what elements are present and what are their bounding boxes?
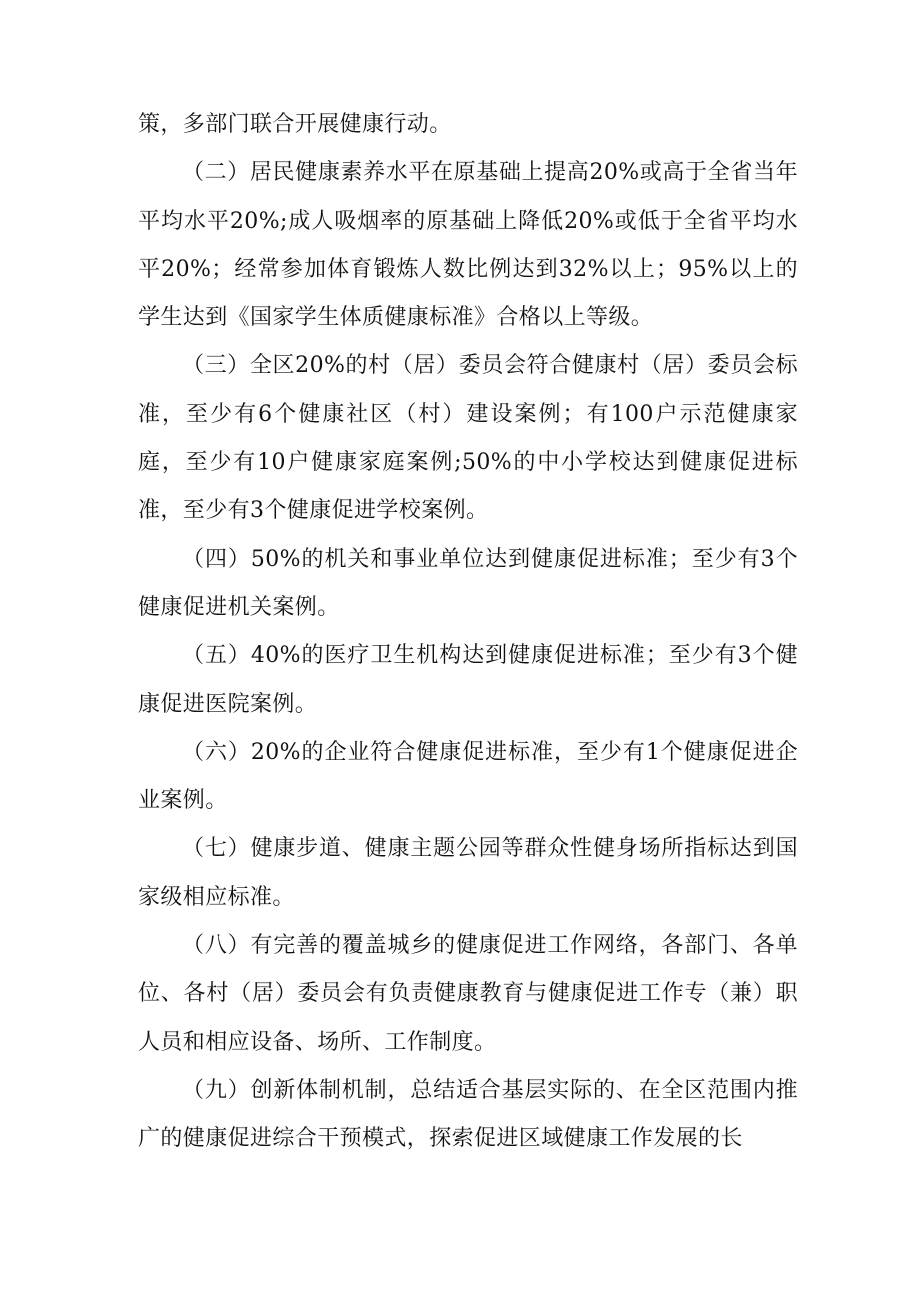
paragraph-item-8: （八）有完善的覆盖城乡的健康促进工作网络，各部门、各单位、各村（居）委员会有负责健康教育与健康促进工作专（兼）职人员和相应设备、场所、工作制度。 (138, 933, 798, 1055)
paragraph-item-4: （四）50%的机关和事业单位达到健康促进标准；至少有3个健康促进机关案例。 (138, 546, 798, 620)
paragraph-continuation: 策，多部门联合开展健康行动。 (138, 112, 452, 137)
paragraph-item-7: （七）健康步道、健康主题公园等群众性健身场所指标达到国家级相应标准。 (138, 836, 798, 910)
paragraph-item-3: （三）全区20%的村（居）委员会符合健康村（居）委员会标准，至少有6个健康社区（村）建设案例；有100户示范健康家庭，至少有10户健康家庭案例;50%的中小学校达到健康促进标准，至少有3个健康促进学校案例。 (138, 353, 798, 524)
paragraph-item-5: （五）40%的医疗卫生机构达到健康促进标准；至少有3个健康促进医院案例。 (138, 643, 798, 717)
paragraph-item-9: （九）创新体制机制，总结适合基层实际的、在全区范围内推广的健康促进综合干预模式，探索促进区域健康工作发展的长 (138, 1077, 798, 1152)
document-body (138, 101, 798, 1164)
paragraph-item-2: （二）居民健康素养水平在原基础上提高20%或高于全省当年平均水平20%;成人吸烟率的原基础上降低20%或低于全省平均水平20%；经常参加体育锻炼人数比例达到32%以上；95%以上的学生达到《国家学生体质健康标准》合格以上等级。 (138, 160, 798, 331)
paragraph-item-6: （六）20%的企业符合健康促进标准，至少有1个健康促进企业案例。 (138, 739, 798, 814)
